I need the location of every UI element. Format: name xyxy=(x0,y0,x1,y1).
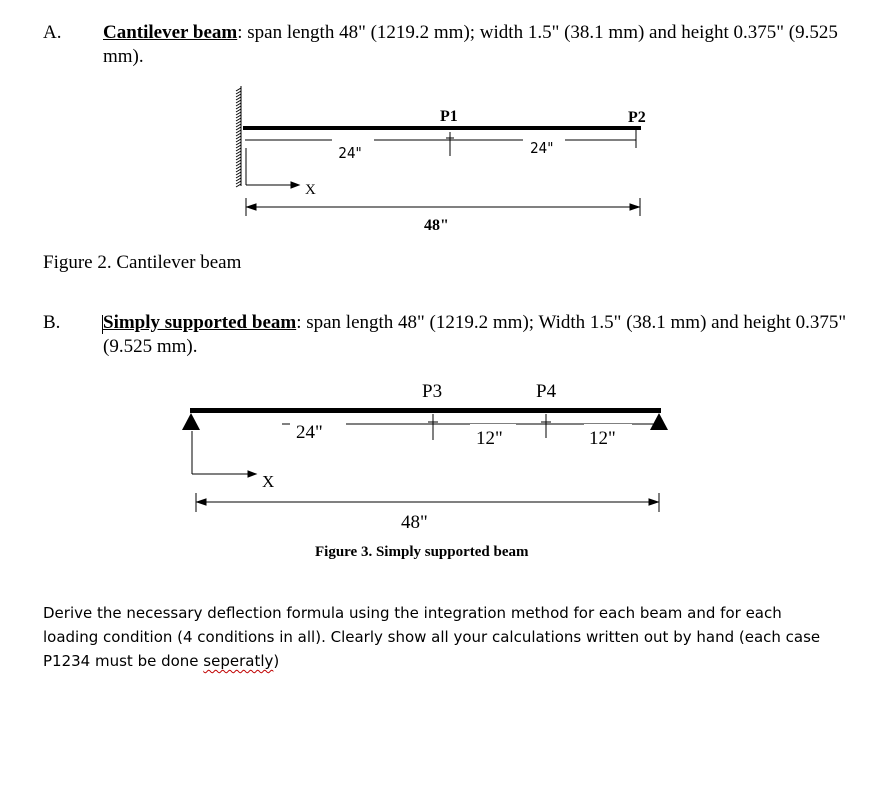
figure-3-caption: Figure 3. Simply supported beam xyxy=(315,544,529,560)
right-support-icon xyxy=(650,413,668,430)
simply-supported-beam xyxy=(190,408,661,413)
span-label: 48" xyxy=(401,512,428,533)
load-p4-label: P4 xyxy=(536,381,557,402)
instruction-text: Derive the necessary deflection formula using the integration method for each beam and for each loading condition (4 conditions in all). Clearly show all your calculations written out by hand (each case P1234 must be done xyxy=(43,604,821,670)
figure-2-caption: Figure 2. Cantilever beam xyxy=(43,252,242,273)
x-axis-label: X xyxy=(305,182,316,198)
segment-label-1: 24" xyxy=(338,145,362,163)
load-p2-label: P2 xyxy=(628,109,646,126)
x-axis-arrow xyxy=(192,431,256,477)
span-label: 48" xyxy=(424,217,449,234)
segment-label-3: 12" xyxy=(589,428,616,449)
load-p1-label: P1 xyxy=(440,108,458,125)
span-dimension xyxy=(196,493,659,512)
section-a-title: Cantilever beam xyxy=(103,22,238,43)
section-b-marker: B. xyxy=(43,312,61,333)
section-a-marker: A. xyxy=(43,22,62,43)
instruction-closing: ) xyxy=(273,652,280,670)
left-support-icon xyxy=(182,413,200,430)
load-p3-label: P3 xyxy=(422,381,443,402)
load-p4-arrow xyxy=(541,414,551,438)
segment-label-2: 24" xyxy=(530,140,554,158)
section-a-text: : span length 48" (1219.2 mm); width 1.5" (38.1 mm) and height 0.375" (9.525 mm). xyxy=(103,22,838,67)
load-p3-arrow xyxy=(428,414,438,440)
instruction-paragraph xyxy=(43,601,833,673)
misspelled-word: seperatly xyxy=(203,652,274,670)
segment-label-2: 12" xyxy=(476,428,503,449)
section-b-title: Simply supported beam xyxy=(103,312,297,333)
x-axis-label: X xyxy=(262,472,275,491)
segment-label-1: 24" xyxy=(296,422,323,443)
section-b-text: : span length 48" (1219.2 mm); Width 1.5" (38.1 mm) and height 0.375" (9.525 mm). xyxy=(103,312,847,357)
